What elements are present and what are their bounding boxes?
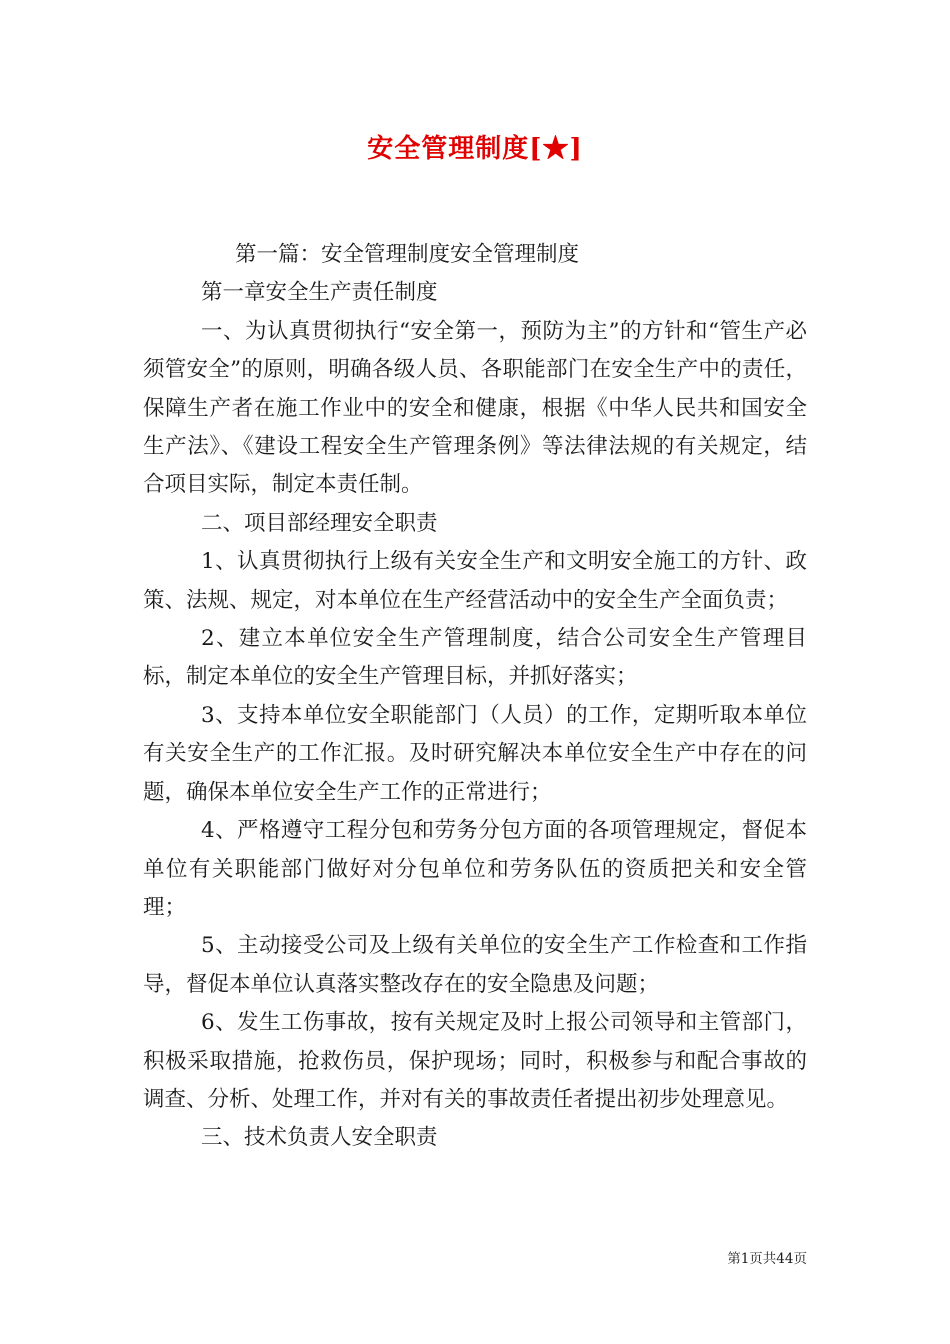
paragraph-item: 1、认真贯彻执行上级有关安全生产和文明安全施工的方针、政策、法规、规定，对本单位在生产经营活动中的安全生产全面负责； bbox=[143, 549, 807, 613]
paragraph-item: 3、支持本单位安全职能部门（人员）的工作，定期听取本单位有关安全生产的工作汇报。及时研究解决本单位安全生产中存在的问题，确保本单位安全生产工作的正常进行； bbox=[143, 702, 807, 805]
page-number: 第1页共44页 bbox=[727, 1251, 807, 1267]
paragraph-item: 5、主动接受公司及上级有关单位的安全生产工作检查和工作指导，督促本单位认真落实整改存在的安全隐患及问题； bbox=[143, 933, 807, 997]
document-body bbox=[143, 236, 807, 1158]
document-title: 安全管理制度[★] bbox=[367, 134, 583, 164]
paragraph-item: 6、发生工伤事故，按有关规定及时上报公司领导和主管部门，积极采取措施，抢救伤员，保护现场；同时，积极参与和配合事故的调查、分析、处理工作，并对有关的事故责任者提出初步处理意见。 bbox=[143, 1010, 807, 1112]
paragraph-purpose: 一、为认真贯彻执行“安全第一，预防为主”的方针和“管生产必须管安全”的原则，明确各级人员、各职能部门在安全生产中的责任，保障生产者在施工作业中的安全和健康，根据《中华人民共和国安全生产法》、《建设工程安全生产管理条例》等法律法规的有关规定，结合项目实际，制定本责任制。 bbox=[143, 318, 807, 498]
paragraph-item: 2、建立本单位安全生产管理制度，结合公司安全生产管理目标，制定本单位的安全生产管理目标，并抓好落实； bbox=[143, 626, 807, 690]
paragraph-part-heading: 第一篇：安全管理制度安全管理制度 bbox=[235, 242, 580, 267]
paragraph-section-heading: 二、项目部经理安全职责 bbox=[201, 510, 438, 536]
paragraph-item: 4、严格遵守工程分包和劳务分包方面的各项管理规定，督促本单位有关职能部门做好对分包单位和劳务队伍的资质把关和安全管理； bbox=[143, 818, 807, 920]
paragraph-section-heading: 三、技术负责人安全职责 bbox=[201, 1125, 438, 1151]
paragraph-chapter-heading: 第一章安全生产责任制度 bbox=[201, 280, 438, 306]
